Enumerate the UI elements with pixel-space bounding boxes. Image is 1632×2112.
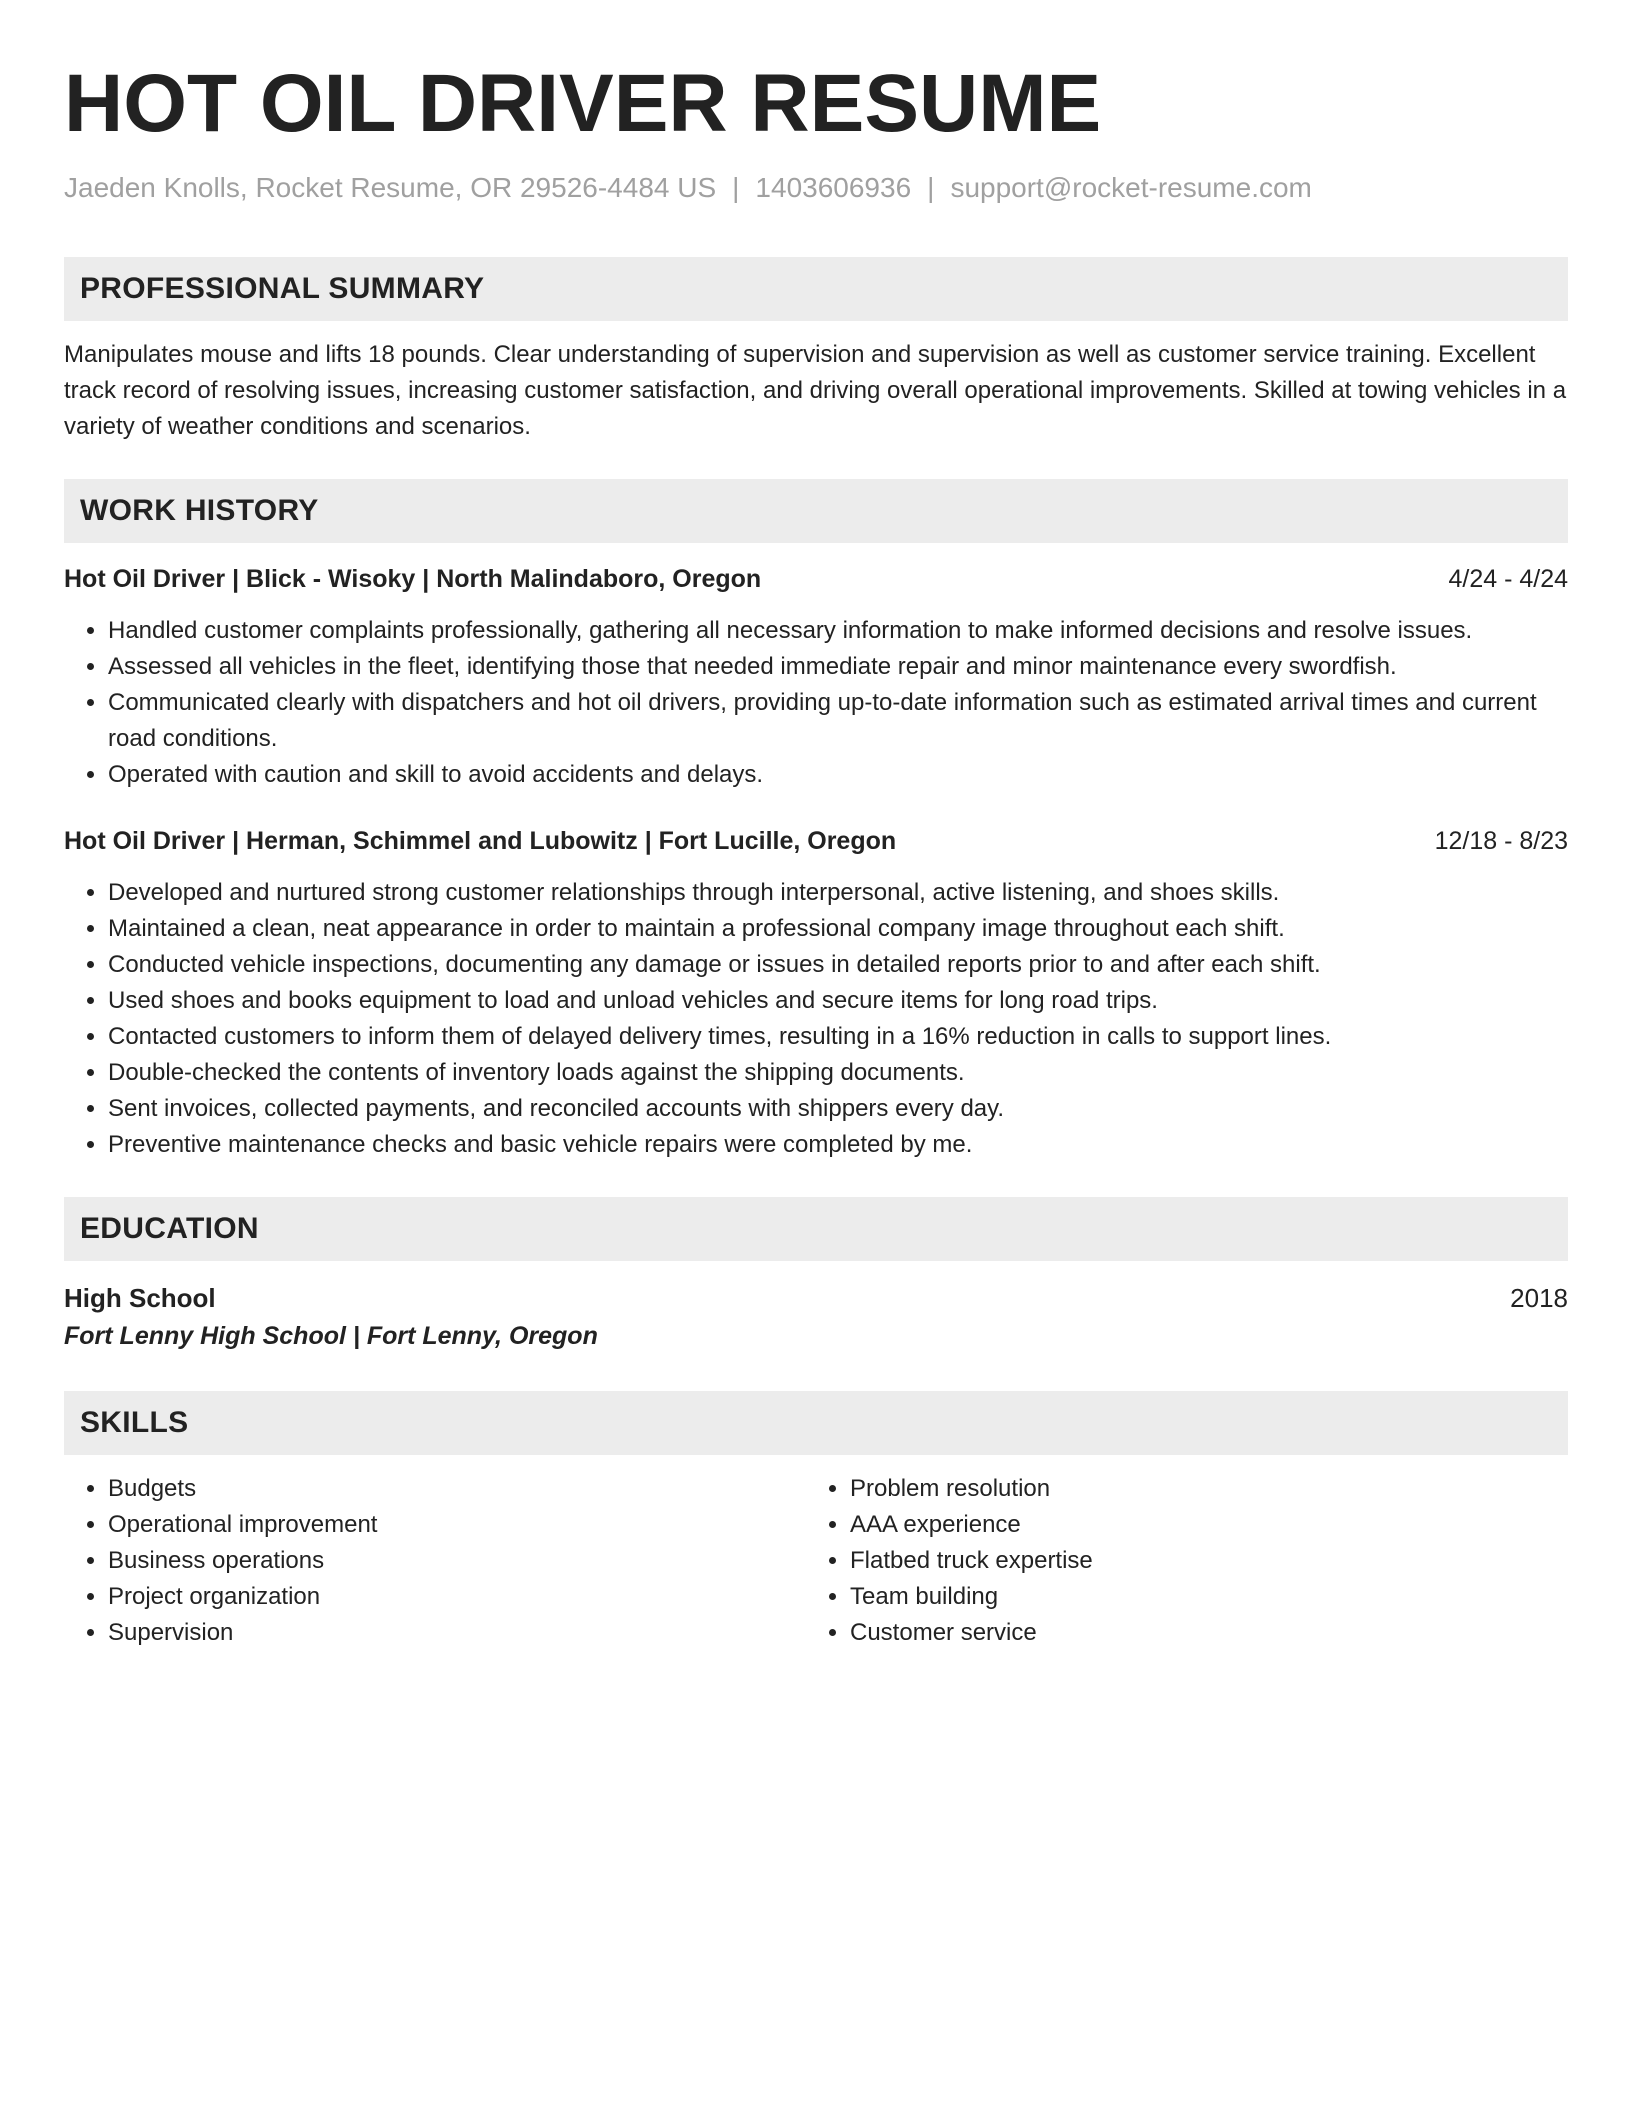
job-entry xyxy=(64,561,1568,793)
skill-item: • AAA experience xyxy=(850,1507,1548,1543)
skill-item: • Project organization xyxy=(108,1579,806,1615)
resume-title: HOT OIL DRIVER RESUME xyxy=(64,58,1102,149)
section-header-summary: PROFESSIONAL SUMMARY xyxy=(64,257,1568,321)
skills-column-right xyxy=(806,1471,1548,1651)
job-bullet: • Preventive maintenance checks and basic vehicle repairs were completed by me. xyxy=(108,1127,1568,1163)
contact-address: Jaeden Knolls, Rocket Resume, OR 29526-4484 US xyxy=(64,172,717,203)
contact-phone: 1403606936 xyxy=(755,172,912,203)
education-header xyxy=(64,1279,1568,1317)
job-bullet: • Sent invoices, collected payments, and reconciled accounts with shippers every day. xyxy=(108,1091,1568,1127)
contact-email: support@rocket-resume.com xyxy=(950,172,1312,203)
job-bullet: • Used shoes and books equipment to load and unload vehicles and secure items for long road trips. xyxy=(108,983,1568,1019)
section-header-skills: SKILLS xyxy=(64,1391,1568,1455)
skill-item: • Customer service xyxy=(850,1615,1548,1651)
skill-item: • Problem resolution xyxy=(850,1471,1548,1507)
education-school: Fort Lenny High School | Fort Lenny, Oregon xyxy=(64,1322,598,1350)
skills-column-left xyxy=(64,1471,806,1651)
skill-item: • Operational improvement xyxy=(108,1507,806,1543)
job-bullet: • Double-checked the contents of inventory loads against the shipping documents. xyxy=(108,1055,1568,1091)
skill-item: • Flatbed truck expertise xyxy=(850,1543,1548,1579)
skill-item: • Business operations xyxy=(108,1543,806,1579)
job-entry xyxy=(64,823,1568,1163)
job-bullet: • Operated with caution and skill to avoid accidents and delays. xyxy=(108,757,1568,793)
section-header-education: EDUCATION xyxy=(64,1197,1568,1261)
education-degree: High School xyxy=(64,1283,216,1313)
skill-item: • Budgets xyxy=(108,1471,806,1507)
contact-line xyxy=(64,170,1568,206)
job-bullet: • Conducted vehicle inspections, documenting any damage or issues in detailed reports prior to and after each shift. xyxy=(108,947,1568,983)
job-dates: 12/18 - 8/23 xyxy=(1434,827,1568,855)
contact-separator: | xyxy=(732,172,740,203)
job-bullets xyxy=(64,613,1568,793)
education-entry xyxy=(64,1279,1568,1355)
skill-item: • Team building xyxy=(850,1579,1548,1615)
job-bullet: • Maintained a clean, neat appearance in order to maintain a professional company image throughout each shift. xyxy=(108,911,1568,947)
job-bullets xyxy=(64,875,1568,1163)
job-bullet: • Assessed all vehicles in the fleet, identifying those that needed immediate repair and minor maintenance every swordfish. xyxy=(108,649,1568,685)
job-title: Hot Oil Driver | Herman, Schimmel and Lubowitz | Fort Lucille, Oregon xyxy=(64,827,897,855)
job-dates: 4/24 - 4/24 xyxy=(1448,565,1568,593)
section-header-work-history: WORK HISTORY xyxy=(64,479,1568,543)
job-bullet: • Handled customer complaints professionally, gathering all necessary information to make informed decisions and resolve issues. xyxy=(108,613,1568,649)
contact-separator: | xyxy=(927,172,935,203)
summary-text: Manipulates mouse and lifts 18 pounds. Clear understanding of supervision and supervision as well as customer service training. Excellent track record of resolving issues, increasing customer satisfaction, and driving overall operational improvements. Skilled at towing vehicles in a variety of weather conditions and scenarios. xyxy=(64,341,1567,440)
job-bullet: • Communicated clearly with dispatchers and hot oil drivers, providing up-to-date information such as estimated arrival times and current road conditions. xyxy=(108,685,1568,757)
skill-item: • Supervision xyxy=(108,1615,806,1651)
job-header xyxy=(64,561,1568,597)
job-header xyxy=(64,823,1568,859)
job-title: Hot Oil Driver | Blick - Wisoky | North Malindaboro, Oregon xyxy=(64,565,762,593)
job-bullet: • Contacted customers to inform them of delayed delivery times, resulting in a 16% reduction in calls to support lines. xyxy=(108,1019,1568,1055)
job-bullet: • Developed and nurtured strong customer relationships through interpersonal, active listening, and shoes skills. xyxy=(108,875,1568,911)
skills-grid xyxy=(64,1471,1568,1651)
education-year: 2018 xyxy=(1510,1283,1568,1313)
